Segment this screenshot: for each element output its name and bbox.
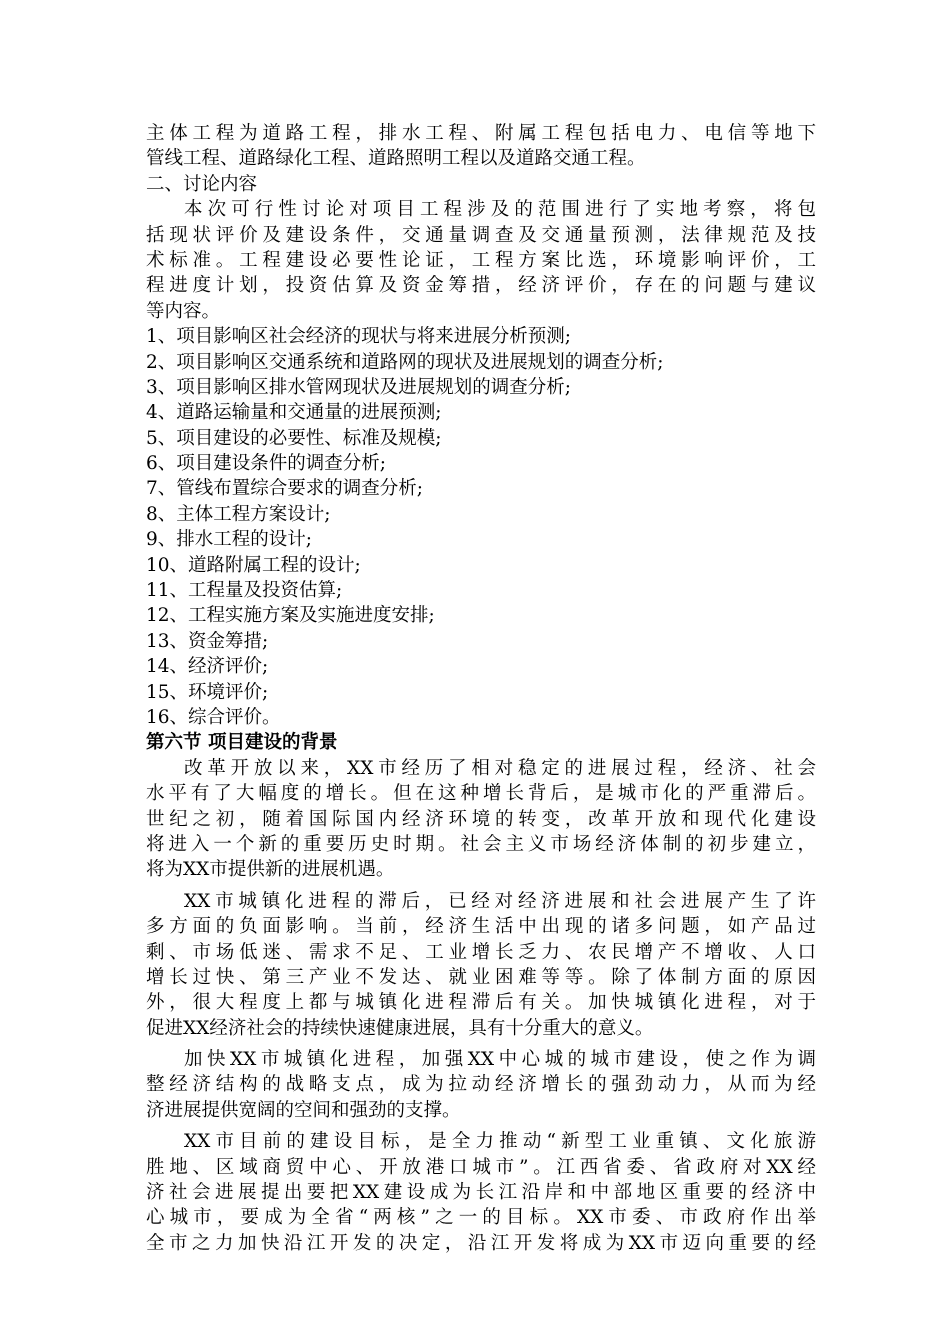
list-item: 4、道路运输量和交通量的进展预测; (146, 402, 442, 424)
list-item: 2、项目影响区交通系统和道路网的现状及进展规划的调查分析; (146, 351, 664, 373)
paragraph-line: 本次可行性讨论对项目工程涉及的范围进行了实地考察，将包 (184, 199, 816, 221)
list-item: 1、项目影响区社会经济的现状与将来进展分析预测; (146, 326, 572, 348)
list-item: 8、主体工程方案设计; (146, 503, 331, 525)
paragraph-line: 济进展提供宽阔的空间和强劲的支撑。 (146, 1099, 461, 1121)
list-item: 15、环境评价; (146, 681, 269, 703)
paragraph-line: 括现状评价及建设条件，交通量调查及交通量预测，法律规范及技 (146, 224, 816, 246)
paragraph-line: 改革开放以来，XX市经历了相对稳定的进展过程，经济、社会 (184, 757, 816, 779)
paragraph-line: 等内容。 (146, 300, 221, 322)
paragraph-line: 促进XX经济社会的持续快速健康进展，具有十分重大的意义。 (146, 1017, 654, 1039)
document-page (146, 121, 816, 1256)
paragraph-line: 术标准。工程建设必要性论证，工程方案比选，环境影响评价，工 (146, 249, 816, 271)
paragraph-line: 济社会进展提出要把XX建设成为长江沿岸和中部地区重要的经济中 (146, 1182, 816, 1204)
paragraph-line: 全市之力加快沿江开发的决定，沿江开发将成为XX市迈向重要的经 (146, 1232, 816, 1254)
list-item: 16、综合评价。 (146, 706, 281, 728)
list-item: 9、排水工程的设计; (146, 529, 313, 551)
list-item: 10、道路附属工程的设计; (146, 554, 361, 576)
section-heading-discussion: 二、讨论内容 (146, 173, 258, 195)
intro-line: 主体工程为道路工程，排水工程、附属工程包括电力、电信等地下 (146, 123, 816, 144)
paragraph-line: XX市城镇化进程的滞后，已经对经济进展和社会进展产生了许 (184, 890, 816, 912)
paragraph-line: 剩、市场低迷、需求不足、工业增长乏力、农民增产不增收、人口 (146, 941, 816, 963)
intro-line: 管线工程、道路绿化工程、道路照明工程以及道路交通工程。 (146, 148, 646, 170)
paragraph-line: 加快XX市城镇化进程，加强XX中心城的城市建设，使之作为调 (184, 1049, 816, 1071)
paragraph-line: 外，很大程度上都与城镇化进程滞后有关。加快城镇化进程，对于 (146, 992, 816, 1014)
paragraph-line: 程进度计划，投资估算及资金筹措，经济评价，存在的问题与建议 (146, 275, 816, 297)
paragraph-line: 心城市，要成为全省“两核”之一的目标。XX市委、市政府作出举 (146, 1207, 816, 1229)
paragraph-line: 多方面的负面影响。当前，经济生活中出现的诸多问题，如产品过 (146, 916, 816, 938)
paragraph-line: 整经济结构的战略支点，成为拉动经济增长的强劲动力，从而为经 (146, 1074, 816, 1096)
paragraph-line: 将进入一个新的重要历史时期。社会主义市场经济体制的初步建立， (146, 833, 816, 855)
paragraph-line: 增长过快、第三产业不发达、就业困难等等。除了体制方面的原因 (146, 966, 816, 988)
list-item: 12、工程实施方案及实施进度安排; (146, 605, 435, 627)
paragraph-line: 胜地、区域商贸中心、开放港口城市”。江西省委、省政府对XX经 (146, 1156, 816, 1178)
list-item: 5、项目建设的必要性、标准及规模; (146, 427, 442, 449)
list-item: 14、经济评价; (146, 656, 269, 678)
list-item: 13、资金筹措; (146, 630, 269, 652)
list-item: 7、管线布置综合要求的调查分析; (146, 478, 424, 500)
list-item: 11、工程量及投资估算; (146, 580, 343, 602)
paragraph-line: 世纪之初，随着国际国内经济环境的转变，改革开放和现代化建设 (146, 808, 816, 830)
list-item: 6、项目建设条件的调查分析; (146, 453, 387, 475)
paragraph-line: XX市目前的建设目标，是全力推动“新型工业重镇、文化旅游 (184, 1131, 816, 1153)
section-heading-background: 第六节 项目建设的背景 (146, 732, 338, 754)
list-item: 3、项目影响区排水管网现状及进展规划的调查分析; (146, 376, 572, 398)
paragraph-line: 水平有了大幅度的增长。但在这种增长背后，是城市化的严重滞后。 (146, 783, 816, 805)
paragraph-line: 将为XX市提供新的进展机遇。 (146, 859, 395, 881)
